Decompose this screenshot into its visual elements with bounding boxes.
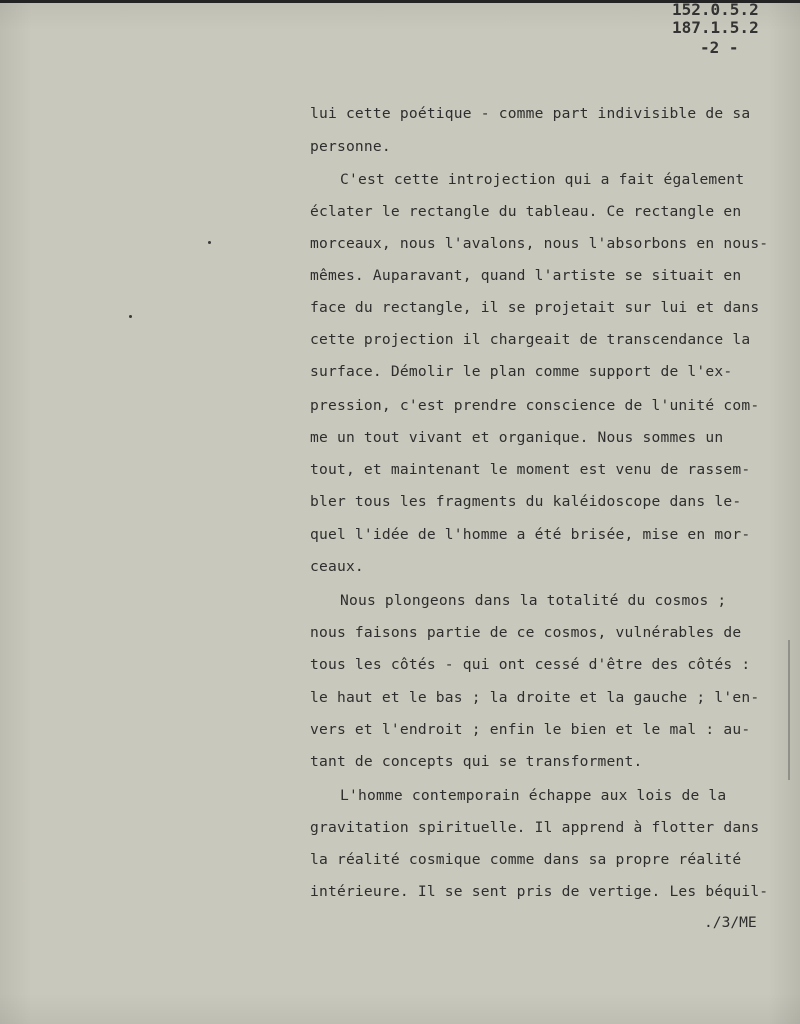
continuation-marker: ./3/ME	[704, 914, 757, 931]
archive-reference-1: 152.0.5.2	[672, 0, 759, 19]
text-line-5: morceaux, nous l'avalons, nous l'absorbons en nous-	[310, 235, 769, 252]
margin-scan-mark	[788, 640, 790, 780]
text-line-22: L'homme contemporain échappe aux lois de la	[340, 787, 727, 804]
text-line-1: lui cette poétique - comme part indivisible de sa	[310, 105, 751, 122]
text-line-15: ceaux.	[310, 558, 364, 575]
text-line-10: pression, c'est prendre conscience de l'unité com-	[310, 397, 760, 414]
text-line-24: la réalité cosmique comme dans sa propre réalité	[310, 851, 742, 868]
text-line-6: mêmes. Auparavant, quand l'artiste se situait en	[310, 267, 742, 284]
text-line-2: personne.	[310, 138, 391, 155]
text-line-25: intérieure. Il se sent pris de vertige. Les béquil-	[310, 883, 769, 900]
text-line-20: vers et l'endroit ; enfin le bien et le mal : au-	[310, 721, 751, 738]
text-line-13: bler tous les fragments du kaléidoscope dans le-	[310, 493, 742, 510]
page-number: -2 -	[700, 38, 739, 57]
text-line-16: Nous plongeons dans la totalité du cosmos ;	[340, 592, 727, 609]
text-line-9: surface. Démolir le plan comme support de l'ex-	[310, 363, 733, 380]
text-line-12: tout, et maintenant le moment est venu de rassem-	[310, 461, 751, 478]
text-line-3: C'est cette introjection qui a fait également	[340, 171, 745, 188]
text-line-4: éclater le rectangle du tableau. Ce rectangle en	[310, 203, 742, 220]
text-line-7: face du rectangle, il se projetait sur lui et dans	[310, 299, 760, 316]
text-line-14: quel l'idée de l'homme a été brisée, mise en mor-	[310, 526, 751, 543]
paper-speck	[208, 241, 211, 244]
text-line-17: nous faisons partie de ce cosmos, vulnérables de	[310, 624, 742, 641]
text-line-19: le haut et le bas ; la droite et la gauche ; l'en-	[310, 689, 760, 706]
paper-speck	[129, 315, 132, 318]
text-line-11: me un tout vivant et organique. Nous sommes un	[310, 429, 724, 446]
text-line-8: cette projection il chargeait de transcendance la	[310, 331, 751, 348]
text-line-18: tous les côtés - qui ont cessé d'être des côtés :	[310, 656, 751, 673]
text-line-21: tant de concepts qui se transforment.	[310, 753, 643, 770]
text-line-23: gravitation spirituelle. Il apprend à flotter dans	[310, 819, 760, 836]
archive-reference-2: 187.1.5.2	[672, 18, 759, 37]
